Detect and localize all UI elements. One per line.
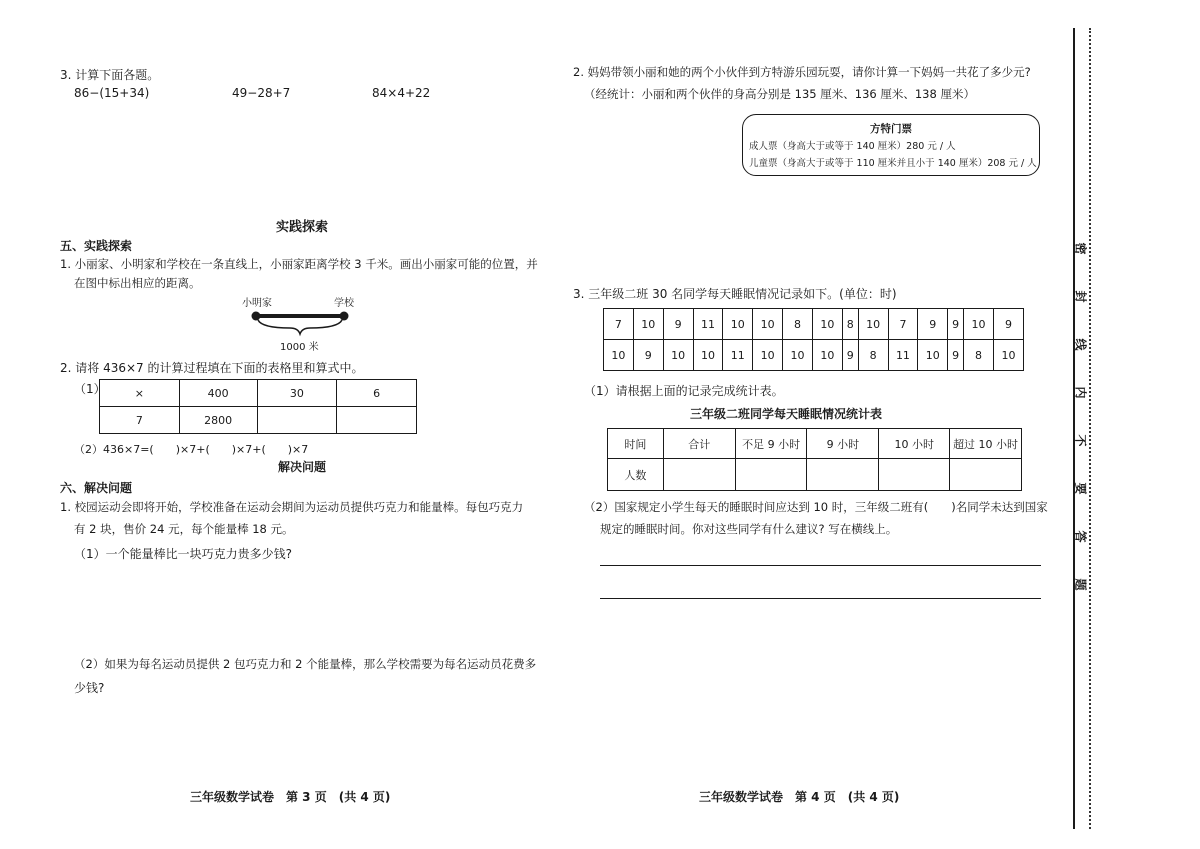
seal-char: 要 [1073, 482, 1088, 495]
sleep-record-cell: 9 [633, 340, 663, 371]
seal-char: 内 [1073, 386, 1088, 399]
q3-title: 3. 计算下面各题。 [60, 68, 160, 82]
s1-question-2-line2: 少钱? [74, 681, 105, 695]
section-5-title: 五、实践探索 [60, 239, 133, 253]
seal-char: 不 [1073, 434, 1088, 447]
rq2-text-line2: （经统计：小丽和两个伙伴的身高分别是 135 厘米、136 厘米、138 厘米） [584, 87, 975, 101]
sleep-record-cell: 9 [948, 309, 964, 340]
ticket-child-price: 儿童票（身高大于或等于 110 厘米并且小于 140 厘米）208 元 / 人 [749, 158, 1037, 169]
rq3-part2-line1: （2）国家规定小学生每天的睡眠时间应达到 10 时，三年级二班有( )名同学未达到国家 [584, 500, 1048, 514]
sleep-record-cell: 9 [993, 309, 1023, 340]
sleep-record-cell: 10 [604, 340, 634, 371]
seal-char: 答 [1073, 530, 1088, 543]
s1-question-1: （1）一个能量棒比一块巧克力贵多少钱? [74, 547, 293, 561]
p2-title: 2. 请将 436×7 的计算过程填在下面的表格里和算式中。 [60, 361, 364, 375]
seal-char: 封 [1073, 290, 1088, 303]
stat-header-cell: 超过 10 小时 [950, 429, 1022, 459]
sleep-record-cell: 8 [783, 309, 813, 340]
q3-item-1: 86−(15+34) [74, 86, 150, 100]
seal-char: 密 [1073, 242, 1088, 255]
rq2-text-line1: 2. 妈妈带领小丽和她的两个小伙伴到方特游乐园玩耍，请你计算一下妈妈一共花了多少元? [573, 65, 1031, 79]
mult-answer-cell[interactable] [257, 407, 337, 434]
sleep-record-cell: 10 [812, 309, 842, 340]
mult-cell: 2800 [179, 407, 257, 434]
stat-row-label: 人数 [608, 459, 664, 491]
rq3-title: 3. 三年级二班 30 名同学每天睡眠情况记录如下。(单位：时) [573, 287, 897, 301]
seal-dotted-line [1089, 28, 1091, 829]
p1-text-line2: 在图中标出相应的距离。 [74, 276, 201, 290]
label-school: 学校 [334, 298, 354, 309]
stat-answer-cell[interactable] [807, 459, 879, 491]
mult-cell: 6 [337, 380, 417, 407]
sleep-record-cell: 10 [812, 340, 842, 371]
p1-text-line1: 1. 小丽家、小明家和学校在一条直线上，小丽家距离学校 3 千米。画出小丽家可能的位置，并 [60, 257, 538, 271]
sleep-record-cell: 9 [663, 309, 693, 340]
seal-solid-line [1073, 28, 1075, 829]
sleep-record-cell: 10 [993, 340, 1023, 371]
sleep-record-table [603, 308, 1024, 371]
section-heading-practice: 实践探索 [276, 220, 329, 235]
sleep-record-cell: 11 [693, 309, 723, 340]
s1-text-line1: 1. 校园运动会即将开始，学校准备在运动会期间为运动员提供巧克力和能量棒。每包巧克力 [60, 500, 524, 514]
multiplication-table [99, 379, 417, 434]
rq3-part1: （1）请根据上面的记录完成统计表。 [584, 384, 784, 398]
q3-item-2: 49−28+7 [232, 86, 291, 100]
sleep-record-cell: 9 [842, 340, 858, 371]
stat-table-title: 三年级二班同学每天睡眠情况统计表 [690, 407, 883, 421]
section-heading-solve: 解决问题 [278, 460, 327, 474]
stat-header-cell: 时间 [608, 429, 664, 459]
distance-label: 1000 米 [280, 342, 319, 353]
ticket-adult-price: 成人票（身高大于或等于 140 厘米）280 元 / 人 [749, 141, 956, 152]
sleep-record-cell: 9 [918, 309, 948, 340]
seal-char: 线 [1073, 338, 1088, 351]
footer-page-3: 三年级数学试卷 第 3 页 (共 4 页) [190, 790, 391, 804]
mult-cell: 30 [257, 380, 337, 407]
answer-line-2[interactable] [600, 598, 1041, 599]
sleep-record-cell: 8 [964, 340, 994, 371]
sleep-record-cell: 10 [663, 340, 693, 371]
sleep-record-cell: 8 [842, 309, 858, 340]
mult-cell: 7 [100, 407, 180, 434]
sleep-record-cell: 11 [888, 340, 918, 371]
sleep-record-cell: 7 [604, 309, 634, 340]
sleep-record-cell: 10 [753, 340, 783, 371]
sleep-record-cell: 7 [888, 309, 918, 340]
sleep-record-cell: 10 [964, 309, 994, 340]
mult-cell: 400 [179, 380, 257, 407]
mult-cell: × [100, 380, 180, 407]
sleep-record-cell: 10 [858, 309, 888, 340]
stat-header-cell: 9 小时 [807, 429, 879, 459]
footer-page-4: 三年级数学试卷 第 4 页 (共 4 页) [699, 790, 900, 804]
stat-header-cell: 合计 [663, 429, 735, 459]
stat-answer-cell[interactable] [950, 459, 1022, 491]
s1-text-line2: 有 2 块，售价 24 元，每个能量棒 18 元。 [74, 522, 294, 536]
stat-header-cell: 10 小时 [879, 429, 950, 459]
q3-item-3: 84×4+22 [372, 86, 431, 100]
sleep-record-cell: 8 [858, 340, 888, 371]
ticket-title: 方特门票 [870, 123, 912, 135]
stat-answer-cell[interactable] [879, 459, 950, 491]
rq3-part2-line2: 规定的睡眠时间。你对这些同学有什么建议? 写在横线上。 [600, 522, 898, 536]
sleep-record-cell: 11 [723, 340, 753, 371]
sleep-record-cell: 10 [918, 340, 948, 371]
seal-char: 题 [1073, 578, 1088, 591]
section-6-title: 六、解决问题 [60, 481, 133, 495]
p2-part1-label: （1） [74, 382, 106, 396]
stat-header-cell: 不足 9 小时 [735, 429, 807, 459]
sleep-record-cell: 10 [783, 340, 813, 371]
sleep-record-cell: 9 [948, 340, 964, 371]
answer-line-1[interactable] [600, 565, 1041, 566]
p2-part2: （2）436×7=( )×7+( )×7+( )×7 [74, 443, 309, 456]
stat-answer-cell[interactable] [735, 459, 807, 491]
mult-answer-cell[interactable] [337, 407, 417, 434]
distance-diagram [240, 292, 360, 352]
s1-question-2-line1: （2）如果为每名运动员提供 2 包巧克力和 2 个能量棒，那么学校需要为每名运动员花费多 [74, 657, 537, 671]
sleep-record-cell: 10 [753, 309, 783, 340]
sleep-record-cell: 10 [723, 309, 753, 340]
statistics-table [607, 428, 1022, 491]
ticket-price-box [742, 114, 1040, 176]
sleep-record-cell: 10 [633, 309, 663, 340]
stat-answer-cell[interactable] [663, 459, 735, 491]
sleep-record-cell: 10 [693, 340, 723, 371]
label-xiaoming-home: 小明家 [242, 298, 272, 309]
